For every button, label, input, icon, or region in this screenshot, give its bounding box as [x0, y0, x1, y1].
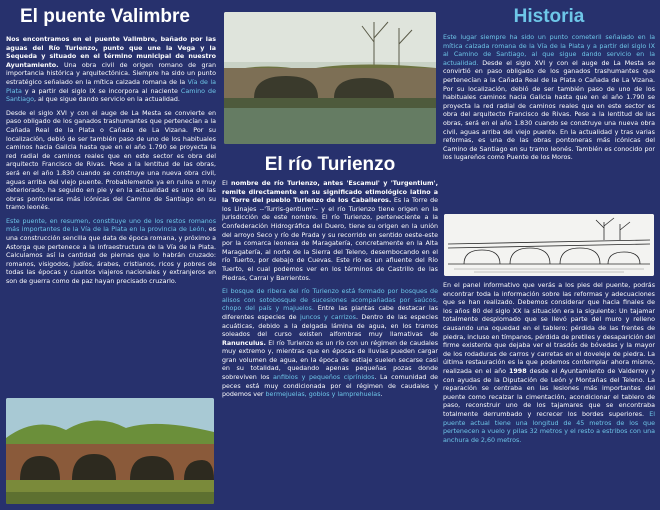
bridge-sketch-drawing — [444, 214, 654, 276]
valimbre-paragraph-1: Nos encontramos en el puente Valimbre, bañado por las aguas del Río Turienzo, punto que une la Vega y la Sequeda y situado en el término municipal de nuestro Ayuntamiento. Una obra civil de origen romano de gran importancia histórica y arquitectónica. Siempre ha sido un punto estratégico señalado en la mítica calzada romana de la Vía de la Plata y a partir del siglo IX se incorpora al naciente Camino de Santiago, al que sigue dando servicio en la actualidad. — [6, 36, 216, 104]
bridge-river-photo — [224, 12, 436, 144]
valimbre-paragraph-2: Desde el siglo XVI y con el auge de La Mesta se convierte en paso obligado de los ganados trashumantes que pertenecían a la Cañada Real de la Plata o Cañada de La Vizana. Por su localización, debió de ser también paso de uno de los habituales caminos hacia Galicia hasta que en el año 1.790 se proyecta la red radial de caminos reales que en este sector es obra del arquitecto Francisco de Rivas. Pese a la lentitud de las obras, será en el año 1.830 cuando se construye una nueva obra civil, aguas arriba del viejo puente. Probablemente ya en ruina o muy deteriorado, ha seguido en pie y en la actualidad es una de las obras pontoneras más icónicas del Camino de Santiago en su tramo leonés. — [6, 109, 216, 212]
historia-paragraph-1: Este lugar siempre ha sido un punto cometeril señalado en la mítica calzada romana de la Vía de la Plata y a partir del siglo IX al Camino de Santiago, al que sigue dando servicio en la actualidad. Desde el siglo XVI y con el auge de La Mesta se convirtió en paso obligado de los ganados trashumantes que pertenecían a la Cañada Real de la Plata o Cañada de La Vizana. Por su localización, debió de ser también paso de uno de los habituales caminos hacia Galicia hasta que en el año 1.790 se proyecta la red radial de caminos reales que en este sector es obra del arquitecto Francisco de Rivas. Pese a la lentitud de las obras, será en el año 1.830 cuando se construye una nueva obra civil, aguas arriba del viejo puente. En la actualidad y tras varias reformas, es una de las obras pontoneras más icónicas del Camino de Santiago en su tramo leonés. También es conocido por los lugareños como Puente de los Moros. — [443, 34, 655, 162]
historia-paragraph-2: En el panel informativo que verás a los pies del puente, podrás encontrar toda la información sobre las reformas y adecuaciones que se han realizado. Debemos considerar que hacia finales de los años 80 del siglo XX la situación era la siguiente: Un tajamar totalmente desplomado que se llevó parte del muro y relleno causando una oquedad en el tablero; pérdida de las frentes de piedra, incluso en tímpanos, pérdida de pretiles y desaparición del firme existente que dejaba ver el trasdós de bóvedas y la mayor de los rodaduras de carros y carretas en el doveleje de piedra. La última restauración es la que podemos contemplar ahora mismo, realizada en el año 1998 desde el Ayuntamiento de Valderrey y con ayudas de la Diputación de León y Montañas del Teleno. La reparación se centraba en las lesiones más importantes del puente como recalzar la cimentación, acondicionar el tablero de paso, reconstruir uno de los tajamares que se encontraba totalmente derrumbado y recrecer los bordes superiores. El puente actual tiene una longitud de 45 metros de los que pertenecen a vuelo y pilas 32 metros y el resto a estribos con una anchura de 2,60 metros. — [443, 282, 655, 444]
column-historia — [443, 0, 655, 212]
bridge-arches-image — [6, 398, 214, 504]
valimbre-paragraph-3: Este puente, en resumen, constituye uno de los restos romanos más importantes de la Vía de la Plata en la provincia de León, es una construcción sencilla que data de época romana, y próximo a Astorga que pertenece a la infraestructura de la Vía de la Plata. Calculamos así la cantidad de piernas que lo habrán cruzado: romanos, visigodos, judíos, árabes, cristianos, ricos y pobres de todas las épocas y cuantos viajeros nacionales y extranjeros en son de guerra como de paz hayan precisado cruzarlo. — [6, 217, 216, 286]
turienzo-paragraph-2: El bosque de ribera del río Turienzo está formado por bosques de alisos con sotobosque de sucesiones acompañadas por saúcos, chopo del país y majuelos. Entre las plantas cabe destacar las diferentes especies de juncos y carrizos. Dentro de las especies acuáticas, debido a la delgada lámina de agua, en los tramos soleados del curso existen alfombras muy llamativas de Ranunculus. El río Turienzo es un río con un régimen de caudales muy extremo y, mientras que en épocas de lluvias pueden cargar gran volumen de agua, en la época de estiaje suelen secarse casi en su totalidad, quedando apenas pequeñas pozas donde sobreviven los anfibios y pequeños ciprínidos. La comunidad de peces está muy condicionada por el régimen de caudales y podemos ver bermejuelas, gobios y lamprehuelas. — [222, 288, 438, 399]
column-historia-continued — [443, 282, 655, 508]
title-valimbre: El puente Valimbre — [20, 6, 190, 27]
column-turienzo — [222, 148, 438, 510]
bridge-river-image — [224, 12, 436, 144]
title-historia: Historia — [513, 6, 585, 27]
bridge-arches-photo — [6, 398, 214, 504]
turienzo-paragraph-1: El nombre de río Turienzo, antes 'Escamul' y 'Turgentium', remite directamente en su significado etimológico latino a la Torre del pueblo Turienzo de los Caballeros. Es la Torre de los Linajes --'Turris-gentium'-- y el río Turienzo tiene origen en la Jurisdicción de este nombre. El río Turienzo, perteneciente a la Confederación Hidrográfica del Duero, tiene su origen en la unión del arroyo Seco y río de Prada y su recorrido en sentido oeste-este por la comarca leonesa de Maragatería, concretamente en la Alta Maragatería, al norte de la Sierra del Teleno, desembocando en el río Tuerto, por debajo de Cuevas. Este río es un afluente del Río Tuerto, el cual podemos ver en los términos de Castrillo de las Piedras, Carral y Barrientos. — [222, 180, 438, 282]
title-turienzo: El río Turienzo — [264, 154, 396, 175]
bridge-sketch-image — [444, 214, 654, 276]
